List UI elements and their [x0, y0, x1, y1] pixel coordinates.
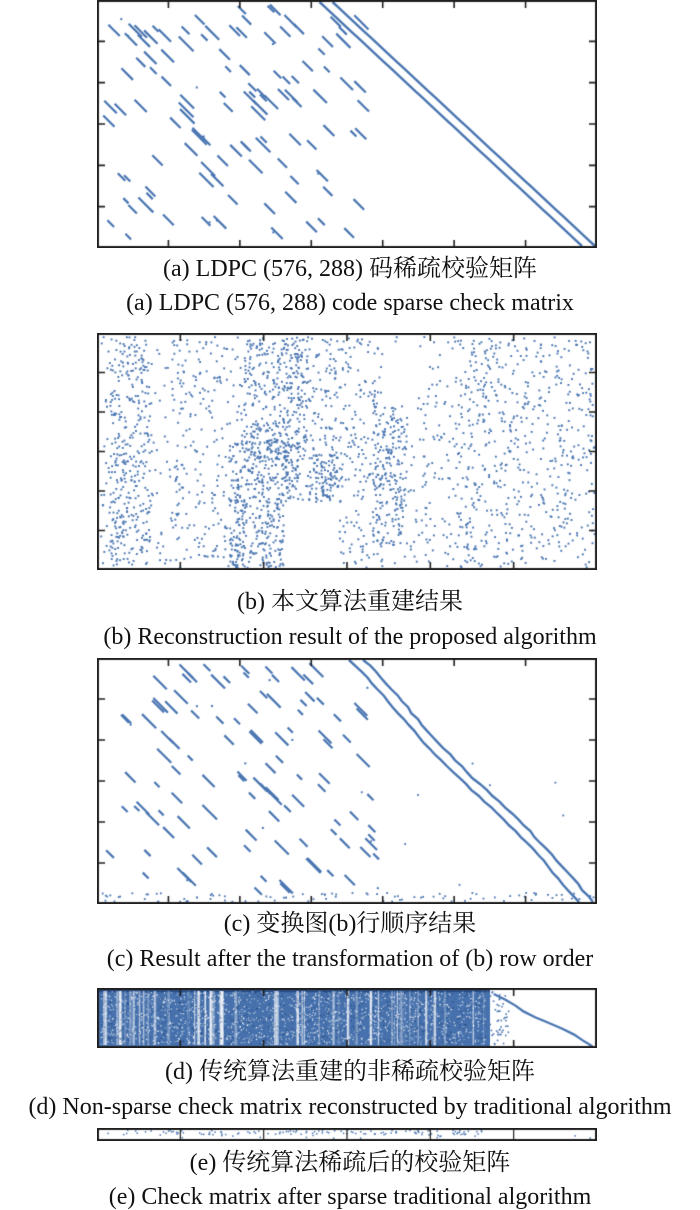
spy-plot-d-non-sparse-matrix — [97, 988, 597, 1048]
caption-c-en: (c) Result after the transformation of (b) row order — [106, 946, 594, 972]
spy-plot-e-sparsified-matrix — [97, 1128, 597, 1141]
caption-a-en: (a) LDPC (576, 288) code sparse check matrix — [126, 290, 574, 316]
spy-plot-c-row-reordered — [97, 658, 597, 904]
caption-e-en: (e) Check matrix after sparse traditional algorithm — [108, 1184, 592, 1210]
spy-plot-b-reconstruction-result — [97, 333, 597, 570]
spy-plot-a-sparse-check-matrix — [97, 0, 597, 248]
caption-b-en: (b) Reconstruction result of the proposed algorithm — [103, 624, 597, 650]
caption-d-zh: (d) 传统算法重建的非稀疏校验矩阵 — [165, 1059, 535, 1085]
caption-d-en: (d) Non-sparse check matrix reconstructed by traditional algorithm — [28, 1094, 672, 1120]
caption-c-zh: (c) 变换图(b)行顺序结果 — [223, 911, 477, 937]
caption-b-zh: (b) 本文算法重建结果 — [237, 589, 463, 615]
caption-a-zh: (a) LDPC (576, 288) 码稀疏校验矩阵 — [163, 256, 537, 282]
caption-e-zh: (e) 传统算法稀疏后的校验矩阵 — [189, 1150, 511, 1176]
